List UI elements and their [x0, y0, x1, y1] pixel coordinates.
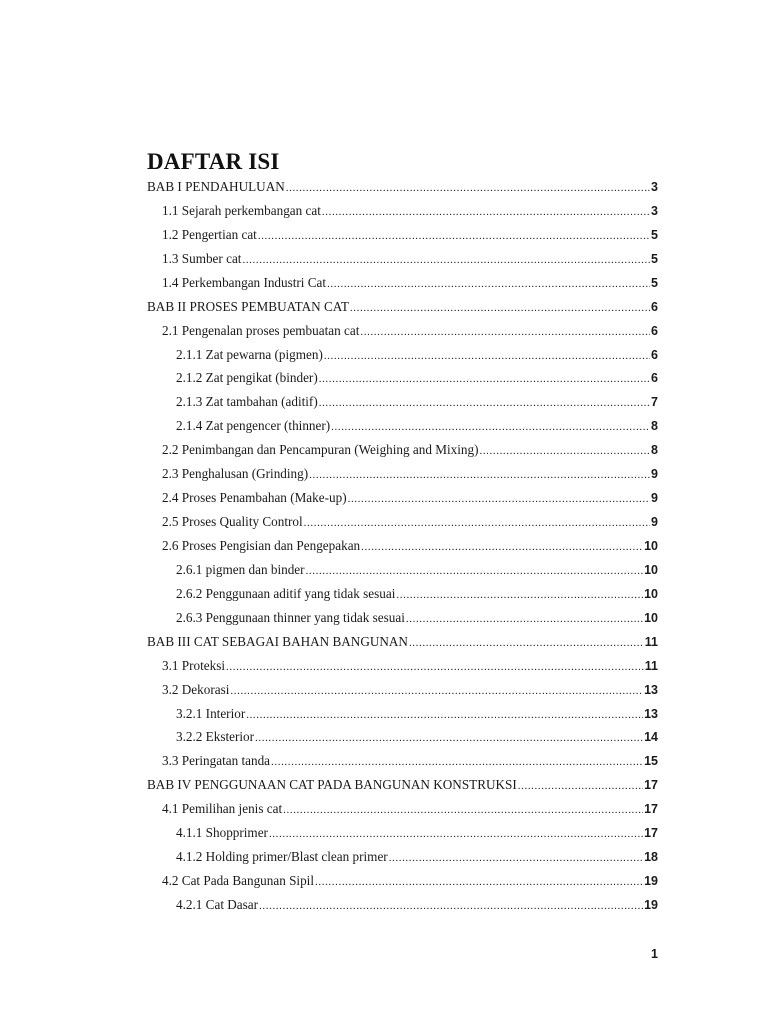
toc-entry[interactable]: [162, 273, 658, 293]
dot-leader: [269, 824, 643, 843]
toc-entry-page: 10: [644, 586, 658, 601]
toc-entry-title: 4.1 Pemilihan jenis cat: [162, 801, 283, 817]
toc-entry[interactable]: [162, 321, 658, 341]
toc-entry-title: 3.3 Peringatan tanda: [162, 753, 271, 769]
dot-leader: [331, 417, 650, 436]
toc-entry-title: 2.1.3 Zat tambahan (aditif): [176, 394, 318, 410]
toc-entry-page: 17: [644, 826, 658, 841]
dot-leader: [226, 657, 644, 676]
toc-entry[interactable]: [176, 392, 658, 412]
toc-entry-title: 2.1 Pengenalan proses pembuatan cat: [162, 322, 360, 338]
toc-entry[interactable]: [162, 249, 658, 269]
toc-entry-page: 14: [644, 730, 658, 745]
dot-leader: [246, 705, 643, 724]
dot-leader: [258, 226, 650, 245]
dot-leader: [306, 561, 644, 580]
toc-entry-title: 4.1.2 Holding primer/Blast clean primer: [176, 849, 388, 864]
toc-entry[interactable]: [176, 823, 658, 843]
toc-entry[interactable]: [162, 536, 658, 556]
dot-leader: [389, 848, 643, 867]
toc-entry-page: 9: [651, 515, 658, 529]
toc-entry[interactable]: [162, 512, 658, 532]
toc-entry-title: 2.6.1 pigmen dan binder: [176, 561, 305, 577]
toc-entry-title: 2.4 Proses Penambahan (Make-up): [162, 490, 347, 506]
toc-entry[interactable]: [147, 177, 658, 197]
toc-entry[interactable]: [176, 368, 658, 388]
toc-entry[interactable]: [147, 632, 658, 652]
toc-entry-title: 1.3 Sumber cat: [162, 250, 242, 266]
toc-entry-title: 1.4 Perkembangan Industri Cat: [162, 274, 327, 290]
toc-entry-page: 5: [651, 251, 658, 266]
toc-entry-page: 3: [651, 180, 658, 194]
toc-entry-title: 4.2.1 Cat Dasar: [176, 896, 259, 912]
toc-entry[interactable]: [162, 751, 658, 771]
toc-entry-page: 8: [651, 443, 658, 458]
toc-entry-title: 2.1.2 Zat pengikat (binder): [176, 370, 318, 386]
dot-leader: [406, 609, 643, 628]
dot-leader: [286, 178, 650, 197]
toc-entry-page: 10: [644, 538, 658, 553]
toc-entry[interactable]: [162, 656, 658, 676]
toc-entry[interactable]: [162, 871, 658, 891]
toc-entry-title: BAB I PENDAHULUAN: [147, 179, 285, 194]
toc-entry-title: 1.2 Pengertian cat: [162, 226, 257, 242]
toc-entry-page: 19: [644, 897, 658, 912]
dot-leader: [259, 896, 643, 915]
toc-entry[interactable]: [176, 560, 658, 580]
page-number: 1: [651, 947, 658, 961]
toc-entry-title: 2.1.4 Zat pengencer (thinner): [176, 418, 331, 434]
dot-leader: [319, 393, 650, 412]
toc-entry-title: 2.6.3 Penggunaan thinner yang tidak sesuai: [176, 609, 405, 625]
dot-leader: [348, 489, 650, 508]
dot-leader: [322, 202, 650, 221]
toc-entry-title: 3.2.2 Eksterior: [176, 729, 255, 745]
toc-entry-page: 8: [651, 419, 658, 434]
toc-entry-page: 5: [651, 227, 658, 242]
dot-leader: [304, 513, 650, 532]
dot-leader: [350, 298, 650, 317]
dot-leader: [283, 800, 643, 819]
toc-entry-page: 19: [644, 874, 658, 888]
toc-entry-page: 11: [644, 658, 658, 673]
toc-entry[interactable]: [176, 584, 658, 604]
dot-leader: [230, 681, 643, 700]
dot-leader: [518, 776, 643, 795]
toc-entry-title: 3.2 Dekorasi: [162, 681, 230, 697]
toc-entry-title: BAB IV PENGGUNAAN CAT PADA BANGUNAN KONSTRUKSI: [147, 777, 517, 793]
toc-entry[interactable]: [147, 775, 658, 795]
dot-leader: [255, 728, 643, 747]
toc-entry-page: 11: [644, 634, 658, 649]
toc-entry-title: 3.1 Proteksi: [162, 657, 226, 673]
dot-leader: [309, 465, 650, 484]
toc-entry[interactable]: [176, 608, 658, 628]
toc-entry-page: 3: [651, 203, 658, 218]
toc-entry-title: BAB II PROSES PEMBUATAN CAT: [147, 298, 349, 314]
toc-entry[interactable]: [162, 201, 658, 221]
dot-leader: [319, 369, 650, 388]
toc-entry[interactable]: [162, 799, 658, 819]
toc-entry-page: 13: [644, 706, 658, 721]
toc-entry-page: 18: [644, 850, 658, 864]
dot-leader: [327, 274, 650, 293]
toc-entry[interactable]: [176, 345, 658, 365]
toc-entry-page: 17: [644, 778, 658, 793]
toc-entry-page: 6: [651, 323, 658, 338]
dot-leader: [479, 441, 650, 460]
toc-entry-title: 2.6 Proses Pengisian dan Pengepakan: [162, 537, 361, 553]
toc-entry[interactable]: [162, 225, 658, 245]
toc-entry-page: 7: [651, 395, 658, 410]
dot-leader: [409, 633, 644, 652]
toc-entry[interactable]: [162, 440, 658, 460]
dot-leader: [271, 752, 643, 771]
toc-entry-title: 4.2 Cat Pada Bangunan Sipil: [162, 873, 315, 888]
toc-entry[interactable]: [176, 704, 658, 724]
toc-entry-page: 10: [644, 562, 658, 577]
dot-leader: [324, 346, 650, 365]
toc-entry[interactable]: [162, 464, 658, 484]
dot-leader: [315, 872, 643, 891]
toc-entry[interactable]: [162, 488, 658, 508]
dot-leader: [360, 322, 650, 341]
toc-entry[interactable]: [176, 416, 658, 436]
toc-entry-page: 10: [644, 610, 658, 625]
toc-entry[interactable]: [176, 847, 658, 867]
toc-entry-title: 1.1 Sejarah perkembangan cat: [162, 202, 321, 218]
toc-entry-page: 6: [651, 299, 658, 314]
toc-entry[interactable]: [176, 895, 658, 915]
toc-entry[interactable]: [162, 680, 658, 700]
toc-entry-title: 2.5 Proses Quality Control: [162, 514, 303, 529]
toc-entry-page: 6: [651, 347, 658, 362]
toc-entry-title: 2.1.1 Zat pewarna (pigmen): [176, 346, 323, 362]
toc-entry-page: 17: [644, 802, 658, 817]
page-title: DAFTAR ISI: [147, 149, 280, 174]
toc-entry-title: 4.1.1 Shopprimer: [176, 825, 268, 841]
toc-entry-title: BAB III CAT SEBAGAI BAHAN BANGUNAN: [147, 633, 408, 649]
toc-entry-page: 6: [651, 371, 658, 386]
dot-leader: [396, 585, 643, 604]
toc-entry[interactable]: [147, 297, 658, 317]
toc-entry-title: 3.2.1 Interior: [176, 705, 246, 721]
dot-leader: [242, 250, 650, 269]
toc-entry-page: 5: [651, 275, 658, 290]
toc-entry-title: 2.2 Penimbangan dan Pencampuran (Weighing and Mixing): [162, 442, 479, 458]
toc-entry-page: 9: [651, 491, 658, 506]
toc-entry-title: 2.3 Penghalusan (Grinding): [162, 466, 309, 482]
toc-entry-page: 9: [651, 467, 658, 482]
toc-entry[interactable]: [176, 727, 658, 747]
toc-entry-title: 2.6.2 Penggunaan aditif yang tidak sesuai: [176, 585, 396, 601]
dot-leader: [361, 537, 643, 556]
toc-entry-page: 13: [644, 682, 658, 697]
toc-entry-page: 15: [644, 754, 658, 769]
